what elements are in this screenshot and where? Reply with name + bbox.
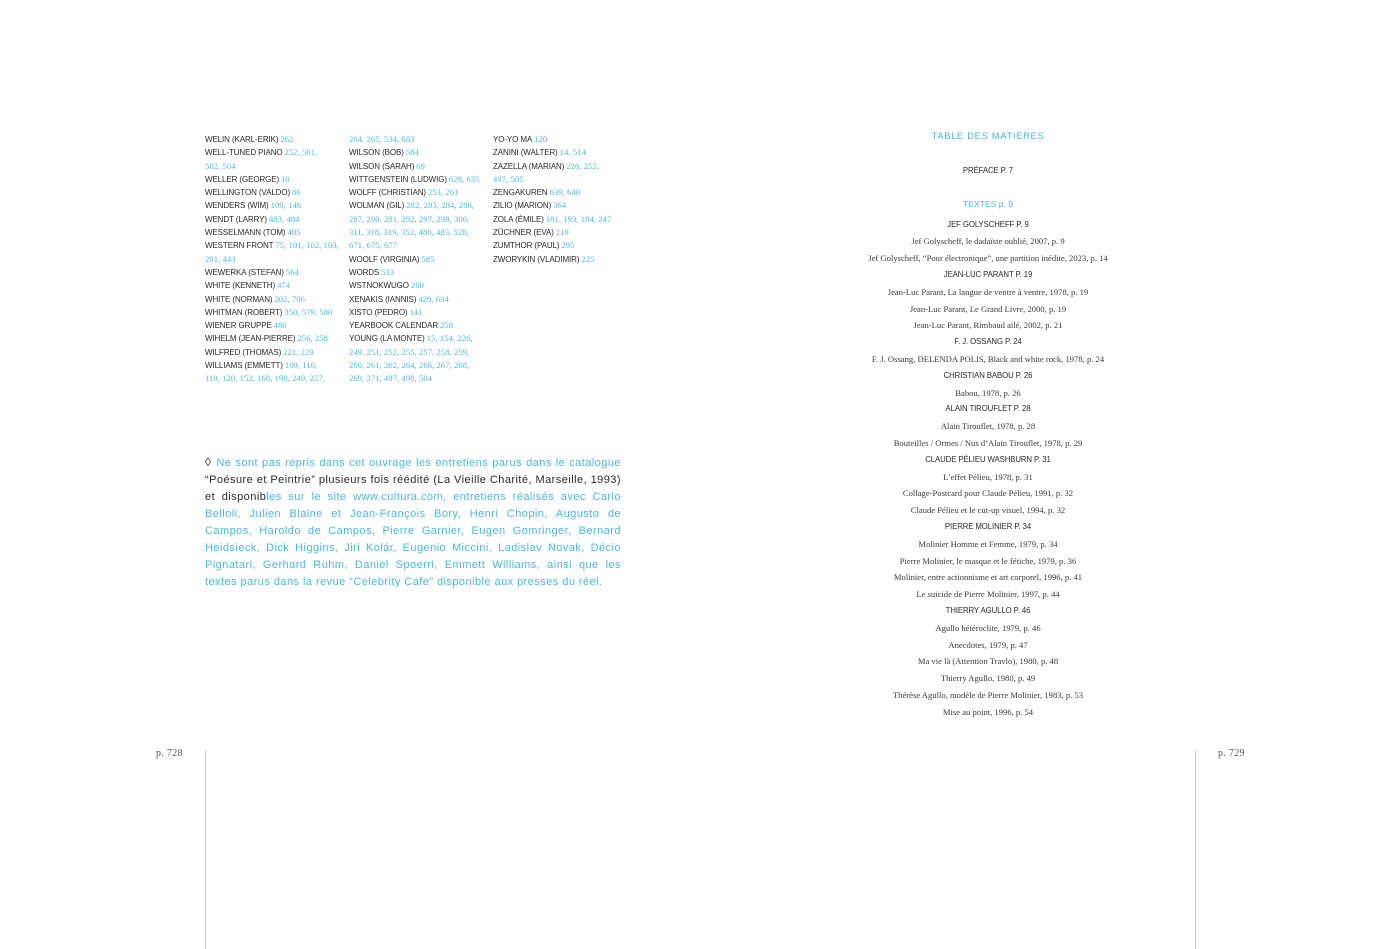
index-entry <box>205 279 340 292</box>
index-entry <box>349 279 484 292</box>
index-entry-pages-continued: 671, 675, 677 <box>349 240 398 251</box>
index-entry-name: WSTNOKWUGO <box>349 281 409 291</box>
footnote-part-2: “Poésure et Peintrie” plusieurs fois réédité (La Vieille Charité, Marseille, 1993) et disponib <box>205 474 621 503</box>
toc-entry: F. J. Ossang, DELENDA POLIS, Black and white rock, 1978, p. 24 <box>871 353 1105 364</box>
index-entry <box>349 319 484 332</box>
index-entry <box>205 293 340 306</box>
table-of-contents <box>812 131 1164 721</box>
index-entry <box>205 359 340 372</box>
index-entry <box>349 173 484 186</box>
toc-entry: Le suicide de Pierre Molinier, 1997, p. 44 <box>916 589 1060 600</box>
footnote-part-1: Ne sont pas repris dans cet ouvrage les entretiens parus dans le catalogue <box>216 457 621 469</box>
index-entry-pages-continued: 260, 261, 262, 264, 266, 267, 268, <box>349 360 470 371</box>
index-entry-pages: 282, 283, 284, 286, <box>406 200 475 211</box>
index-entry <box>493 253 628 266</box>
index-entry-pages: 10 <box>281 173 290 184</box>
index-entry <box>349 359 484 372</box>
footnote <box>205 454 621 591</box>
index-entry-name: WESSELMANN (TOM) <box>205 228 286 238</box>
index-entry-pages: 252, 501, <box>284 147 318 158</box>
toc-author-heading: ALAIN TIROUFLET P. 28 <box>945 404 1031 414</box>
index-entry-pages: 584 <box>405 147 419 158</box>
index-entry-pages: 262 <box>280 134 294 144</box>
index-entry-name: WEWERKA (STEFAN) <box>205 267 284 277</box>
toc-entry: Collage-Postcard pour Claude Pélieu, 1991, p. 32 <box>902 488 1074 499</box>
left-page-number: p. 728 <box>156 748 183 759</box>
index-entry-pages: 253, 261 <box>427 187 459 198</box>
index-entry-pages: 629, 635 <box>448 173 480 184</box>
index-entry <box>493 186 628 199</box>
toc-entry: Mise au point, 1996, p. 54 <box>942 706 1034 717</box>
index-entry-name: ZANINI (WALTER) <box>493 148 558 158</box>
index-entry-pages: 221, 229 <box>283 346 314 357</box>
toc-author-heading: JEF GOLYSCHEFF P. 9 <box>947 219 1029 229</box>
index-entry-name: YEARBOOK CALENDAR <box>349 321 438 331</box>
index-entry-pages-continued: 201, 443 <box>205 253 236 264</box>
index-entry <box>493 133 628 146</box>
toc-entry: Jean-Luc Parant, Rimbaud ailé, 2002, p. 21 <box>913 320 1063 331</box>
index-entry <box>493 199 628 212</box>
index-entry-name: WOOLF (VIRGINIA) <box>349 254 420 264</box>
index-entry-name: WOLFF (CHRISTIAN) <box>349 188 426 198</box>
index-entry <box>349 346 484 359</box>
index-entry <box>205 266 340 279</box>
toc-entry: Jef Golyscheff, “Pour électronique”, une partition inédite, 2023, p. 14 <box>868 253 1108 264</box>
index-entry-pages: 486 <box>273 320 287 331</box>
toc-entry: Claude Pélieu et le cut-up visuel, 1994, p. 32 <box>910 505 1066 516</box>
index-entry-pages: 225 <box>581 253 595 264</box>
index-entry <box>205 199 340 212</box>
toc-entry: Babou, 1978, p. 26 <box>955 387 1021 398</box>
index-entry-pages: 141 <box>409 306 423 317</box>
index-entry <box>493 213 628 226</box>
index-entry-name: XENAKIS (IANNIS) <box>349 294 417 304</box>
index-entry-pages-continued: 264, 265, 534, 683 <box>349 134 415 144</box>
index-entry <box>205 239 340 252</box>
index-entry-name: WIENER GRUPPE <box>205 321 272 331</box>
index-entry-name: WELLINGTON (VALDO) <box>205 188 291 198</box>
toc-entry: Bouteilles / Ormes / Nus d’Alain Tirouflet, 1978, p. 29 <box>893 437 1083 448</box>
index-entry <box>349 160 484 173</box>
index-entry <box>205 146 340 159</box>
index-entry <box>205 160 340 173</box>
index-entry-pages: 69 <box>416 160 425 171</box>
toc-entry: Ma vie là (Attention Travlo), 1980, p. 48 <box>917 656 1059 667</box>
index-entry <box>205 332 340 345</box>
index-entry-name: WILFRED (THOMAS) <box>205 347 282 357</box>
toc-entry: Molinier, entre actionnisme et art corporel, 1996, p. 41 <box>893 572 1083 583</box>
index-entry-name: ZWORYKIN (VLADIMIR) <box>493 254 580 264</box>
index-entry-pages: 405 <box>287 227 301 238</box>
toc-entry: L’effet Pélieu, 1978, p. 31 <box>943 471 1033 482</box>
index-entry-name: WHITE (KENNETH) <box>205 281 276 291</box>
toc-author-heading: F. J. OSSANG P. 24 <box>954 337 1022 347</box>
index-entry-pages-continued: 497, 505 <box>493 173 524 184</box>
index-entry-pages: 483, 484 <box>268 213 300 224</box>
footnote-part-3: les sur le site www.cultura.com, entretiens réalisés avec Carlo Belloli, Julien Blaine et Jean-François Bory, Henri Chopin, Augusto de Campos, Haroldo de Campos, Pierre Garnier, Eugen Gomringer, Bernard Heidsieck, Dick Higgins, Jiri Kolár, Eugenio Miccini, Ladislav Novak, Décio Pignatari, Gerhard Rühm, Daniel Spoerri, Emmett Williams, ainsi que les textes parus dans la revue “Celebrity Cafe” disponible aux presses du réel. <box>205 491 621 588</box>
index-entry-pages: 219 <box>555 227 569 238</box>
index-entry-name: WENDERS (WIM) <box>205 201 269 211</box>
index-entry <box>349 186 484 199</box>
index-entry-pages: 109, 110, <box>284 360 318 371</box>
index-entry-pages: 474 <box>277 280 291 291</box>
toc-list <box>812 217 1164 721</box>
index-entry <box>349 372 484 385</box>
index-entry-pages: 86 <box>292 187 301 198</box>
index-entry-name: WORDS <box>349 267 380 277</box>
index-entry-pages: 256, 258 <box>297 333 329 344</box>
index-entry-pages-continued: 287, 290, 291, 292, 297, 298, 300, <box>349 213 470 224</box>
index-entry <box>349 199 484 212</box>
index-entry-name: ZOLA (ÉMILE) <box>493 214 544 224</box>
index-column-1 <box>205 133 340 386</box>
index-entry <box>349 253 484 266</box>
index-entry-pages: 350, 579, 580 <box>284 306 333 317</box>
index-entry <box>349 133 484 146</box>
index-entry-pages: 15, 154, 226, <box>426 333 473 344</box>
index-entry-name: WITTGENSTEIN (LUDWIG) <box>349 174 447 184</box>
index-entry-name: YOUNG (LA MONTE) <box>349 334 425 344</box>
index-entry <box>493 226 628 239</box>
index-column-3 <box>493 133 628 266</box>
index-entry-name: ZILIO (MARION) <box>493 201 552 211</box>
toc-title: TABLE DES MATIÈRES <box>931 131 1045 142</box>
index-entry-pages: 639, 640 <box>549 187 581 198</box>
index-entry-name: WENDT (LARRY) <box>205 214 267 224</box>
index-entry-pages-continued: 502, 504 <box>205 160 236 171</box>
index-entry <box>349 306 484 319</box>
index-entry <box>349 213 484 226</box>
index-entry-pages-continued: 249, 251, 252, 255, 257, 258, 259, <box>349 346 470 357</box>
toc-preface: PRÉFACE P. 7 <box>962 166 1014 175</box>
index-entry-name: YO-YO MA <box>493 135 533 144</box>
index-entry <box>349 266 484 279</box>
index-entry <box>349 226 484 239</box>
index-entry <box>349 146 484 159</box>
left-page-rule <box>205 750 206 949</box>
index-entry <box>349 239 484 252</box>
index-entry-pages: 109, 146 <box>270 200 302 211</box>
index-entry <box>493 160 628 173</box>
index-entry-name: WHITMAN (ROBERT) <box>205 307 283 317</box>
index-entry-name: WILLIAMS (EMMETT) <box>205 361 283 371</box>
index-entry-pages: 295 <box>561 240 575 251</box>
index-entry-pages: 564 <box>285 266 299 277</box>
toc-author-heading: PIERRE MOLINIER P. 34 <box>944 521 1032 531</box>
index-entry <box>493 173 628 186</box>
index-entry <box>205 372 340 385</box>
index-entry-pages: 181, 193, 194, 247 <box>545 213 612 224</box>
index-entry-pages: 260 <box>410 280 424 291</box>
index-entry-name: ZÜCHNER (EVA) <box>493 228 554 238</box>
toc-author-heading: CLAUDE PÉLIEU WASHBURN P. 31 <box>925 454 1051 464</box>
toc-author-heading: JEAN-LUC PARANT P. 19 <box>943 269 1033 279</box>
index-entry-pages: 226, 252, <box>566 160 600 171</box>
toc-entry: Jean-Luc Parant, Le Grand Livre, 2000, p. 19 <box>909 303 1067 314</box>
index-entry <box>349 332 484 345</box>
right-page-rule <box>1195 750 1196 949</box>
index-entry-pages: 585 <box>421 253 435 264</box>
index-entry-name: WHITE (NORMAN) <box>205 294 273 304</box>
index-entry-pages-continued: 311, 318, 319, 352, 480, 483, 528, <box>349 227 469 238</box>
index-entry-name: WOLMAN (GIL) <box>349 201 405 211</box>
index-entry-pages: 202, 706 <box>274 293 306 304</box>
diamond-icon: ◊ <box>205 455 212 469</box>
index-entry <box>205 346 340 359</box>
index-entry-pages: 120 <box>534 134 548 144</box>
toc-author-heading: THIERRY AGULLO P. 46 <box>945 605 1031 615</box>
index-entry <box>205 173 340 186</box>
index-entry-pages: 75, 101, 102, 103, <box>275 240 339 251</box>
index-entry <box>205 186 340 199</box>
index-entry-name: WELL-TUNED PIANO <box>205 148 283 158</box>
toc-entry: Thérèse Agullo, modèle de Pierre Molinier, 1983, p. 53 <box>892 689 1084 700</box>
toc-entry: Jef Golyscheff, le dadaïste oublié, 2007, p. 9 <box>911 236 1065 247</box>
toc-author-heading: CHRISTIAN BABOU P. 26 <box>943 370 1033 380</box>
index-entry <box>205 133 340 146</box>
index-entry <box>205 213 340 226</box>
index-entry-pages: 429, 634 <box>418 293 449 304</box>
index-entry-name: WILSON (SARAH) <box>349 161 415 171</box>
index-entry-name: WELLER (GEORGE) <box>205 174 280 184</box>
toc-entry: Molinier Homme et Femme, 1979, p. 34 <box>918 538 1058 549</box>
toc-entry: Agullo hétéroclite, 1979, p. 46 <box>935 622 1041 633</box>
toc-entry: Jean-Luc Parant, La langue de ventre à ventre, 1978, p. 19 <box>887 286 1089 297</box>
index-entry-name: WESTERN FRONT <box>205 241 274 251</box>
toc-section: TEXTES p. 9 <box>962 198 1014 209</box>
index-entry <box>205 306 340 319</box>
index-entry-name: WILSON (BOB) <box>349 148 404 158</box>
index-entry-pages: 533 <box>381 266 395 277</box>
index-entry-pages-continued: 119, 120, 152, 168, 190, 249, 257, <box>205 373 325 384</box>
toc-entry: Pierre Molinier, le masque et le fétiche, 1979, p. 36 <box>899 555 1077 566</box>
index-entry <box>493 146 628 159</box>
index-entry-name: ZAZELLA (MARIAN) <box>493 161 565 171</box>
index-entry-name: ZENGAKUREN <box>493 188 548 198</box>
index-entry <box>205 253 340 266</box>
index-entry-name: XISTO (PEDRO) <box>349 307 408 317</box>
index-entry <box>349 293 484 306</box>
index-entry-name: ZUMTHOR (PAUL) <box>493 241 560 251</box>
index-entry-pages-continued: 269, 271, 497, 498, 504 <box>349 373 433 384</box>
right-page-number: p. 729 <box>1218 748 1245 759</box>
index-entry <box>493 239 628 252</box>
index-entry <box>205 226 340 239</box>
index-entry-name: WIHELM (JEAN-PIERRE) <box>205 334 296 344</box>
index-entry-pages: 364 <box>553 200 567 211</box>
toc-entry: Anecdotes, 1979, p. 47 <box>948 639 1028 650</box>
index-entry <box>205 319 340 332</box>
index-entry-name: WELIN (KARL-ERIK) <box>205 135 279 144</box>
index-column-2 <box>349 133 484 386</box>
toc-entry: Thierry Agullo, 1980, p. 49 <box>940 673 1036 684</box>
index-entry-pages: 14, 514 <box>559 147 586 158</box>
index-entry-pages: 258 <box>440 320 454 331</box>
toc-entry: Alain Tirouflet, 1978, p. 28 <box>940 421 1036 432</box>
